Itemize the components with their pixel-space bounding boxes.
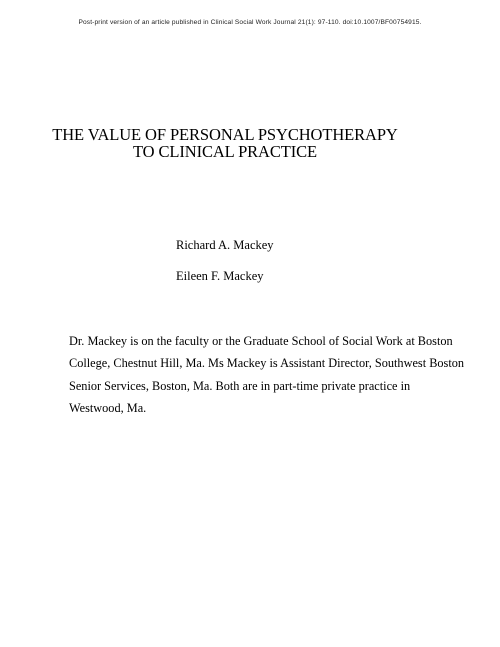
affiliation-line: Senior Services, Boston, Ma. Both are in part-time private practice in	[69, 378, 411, 393]
post-print-notice: Post-print version of an article published in Clinical Social Work Journal 21(1): 97-110. doi:10.1007/BF00754915.	[78, 19, 422, 26]
affiliation-line: Westwood, Ma.	[69, 400, 147, 415]
author-name: Eileen F. Mackey	[176, 269, 264, 283]
title-line-1: THE VALUE OF PERSONAL PSYCHOTHERAPY	[52, 125, 398, 144]
affiliation-line: College, Chestnut Hill, Ma. Ms Mackey is Assistant Director, Southwest Boston	[69, 356, 465, 371]
author-name: Richard A. Mackey	[176, 238, 274, 252]
article-title	[0, 126, 450, 160]
author-list	[176, 238, 274, 283]
title-line-2: TO CLINICAL PRACTICE	[132, 142, 318, 161]
author-affiliation-note	[69, 330, 465, 419]
affiliation-line: Dr. Mackey is on the faculty or the Graduate School of Social Work at Boston	[69, 334, 453, 348]
